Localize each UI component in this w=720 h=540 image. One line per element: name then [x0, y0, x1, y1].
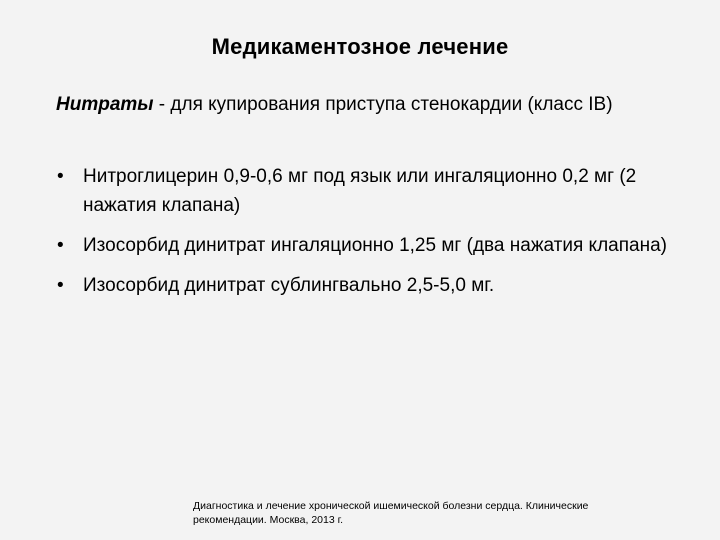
bullet-item [56, 231, 686, 260]
bullet-marker: • [57, 235, 64, 256]
intro-paragraph [56, 90, 656, 119]
intro-text: - для купирования приступа стенокардии (класс IB) [153, 94, 613, 115]
slide-title: Медикаментозное лечение [211, 34, 509, 59]
bullet-text: Изосорбид динитрат ингаляционно 1,25 мг (два нажатия клапана) [83, 235, 667, 256]
bullet-item [56, 271, 686, 300]
bullet-item [56, 162, 686, 220]
source-footnote: Диагностика и лечение хронической ишемической болезни сердца. Клинические рекомендации. Москва, 2013 г. [193, 500, 589, 526]
bullet-marker: • [57, 166, 64, 187]
bullet-text: Изосорбид динитрат сублингвально 2,5-5,0 мг. [83, 275, 495, 296]
drug-class-label: Нитраты [56, 94, 154, 115]
bullet-text: Нитроглицерин 0,9-0,6 мг под язык или ингаляционно 0,2 мг (2 нажатия клапана) [83, 166, 637, 216]
bullet-marker: • [57, 275, 64, 296]
bullet-list [56, 162, 686, 311]
